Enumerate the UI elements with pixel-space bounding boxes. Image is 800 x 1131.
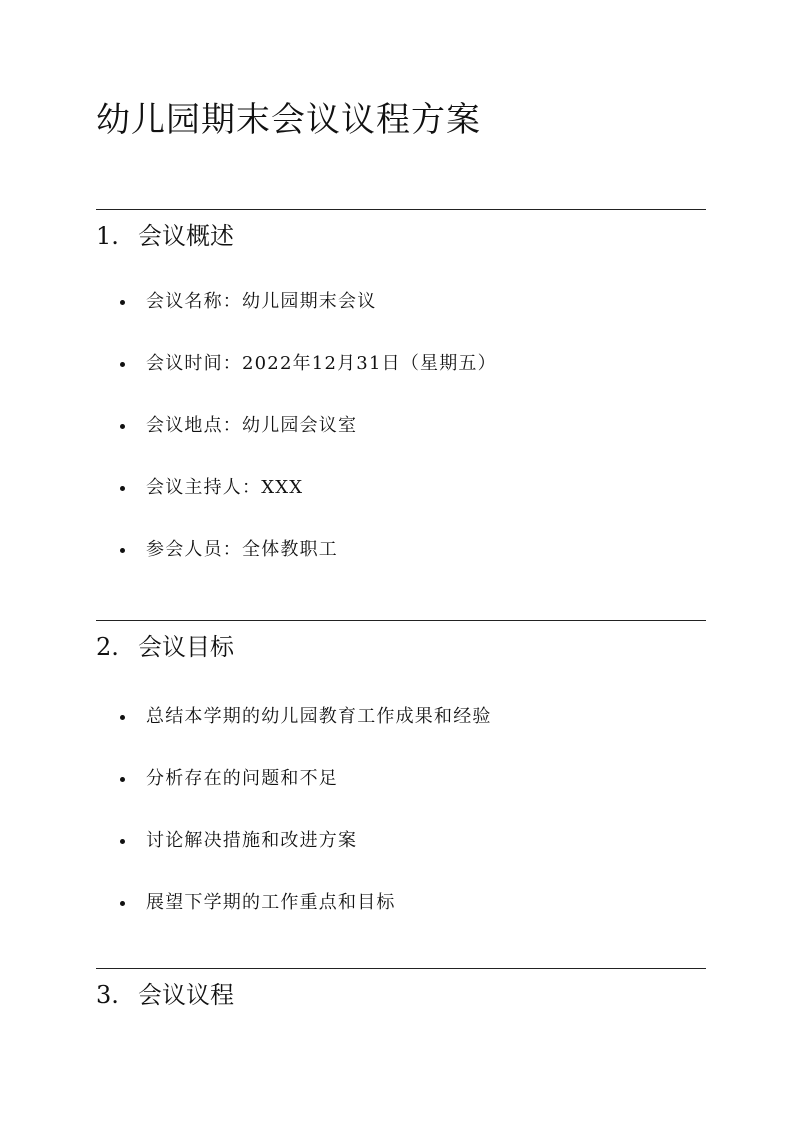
list-item-text: 展望下学期的工作重点和目标: [146, 892, 396, 913]
section-number: 1.: [96, 222, 119, 250]
section-title: 会议概述: [138, 222, 234, 250]
section-title: 会议目标: [138, 633, 234, 661]
section-divider: [96, 620, 706, 621]
section-divider: [96, 209, 706, 210]
bullet-icon: [120, 777, 125, 782]
bullet-icon: [120, 424, 125, 429]
bullet-icon: [120, 486, 125, 491]
bullet-icon: [120, 839, 125, 844]
bullet-icon: [120, 548, 125, 553]
bullet-icon: [120, 300, 125, 305]
section-overview: [96, 209, 706, 560]
bullet-icon: [120, 901, 125, 906]
section-heading: [96, 630, 234, 664]
list-item-text: 会议名称：幼儿园期末会议: [146, 291, 377, 312]
list-item-text: 参会人员：全体教职工: [146, 539, 338, 560]
section-divider: [96, 968, 706, 969]
section-title: 会议议程: [138, 981, 234, 1009]
section-number: 3.: [96, 981, 119, 1009]
section-goals: [96, 620, 706, 913]
bullet-icon: [120, 715, 125, 720]
list-item-text: 会议时间：2022年12月31日（星期五）: [146, 353, 497, 374]
list-item-text: 会议主持人：XXX: [146, 477, 304, 498]
bullet-icon: [120, 362, 125, 367]
section-heading: [96, 219, 234, 253]
list-item-text: 会议地点：幼儿园会议室: [146, 415, 358, 436]
list-item-text: 讨论解决措施和改进方案: [146, 830, 358, 851]
section-heading: [96, 978, 234, 1012]
list-item-text: 总结本学期的幼儿园教育工作成果和经验: [146, 706, 492, 727]
document-title: 幼儿园期末会议议程方案: [96, 100, 481, 140]
list-item-text: 分析存在的问题和不足: [146, 768, 338, 789]
section-number: 2.: [96, 633, 119, 661]
section-agenda: [96, 968, 706, 1009]
